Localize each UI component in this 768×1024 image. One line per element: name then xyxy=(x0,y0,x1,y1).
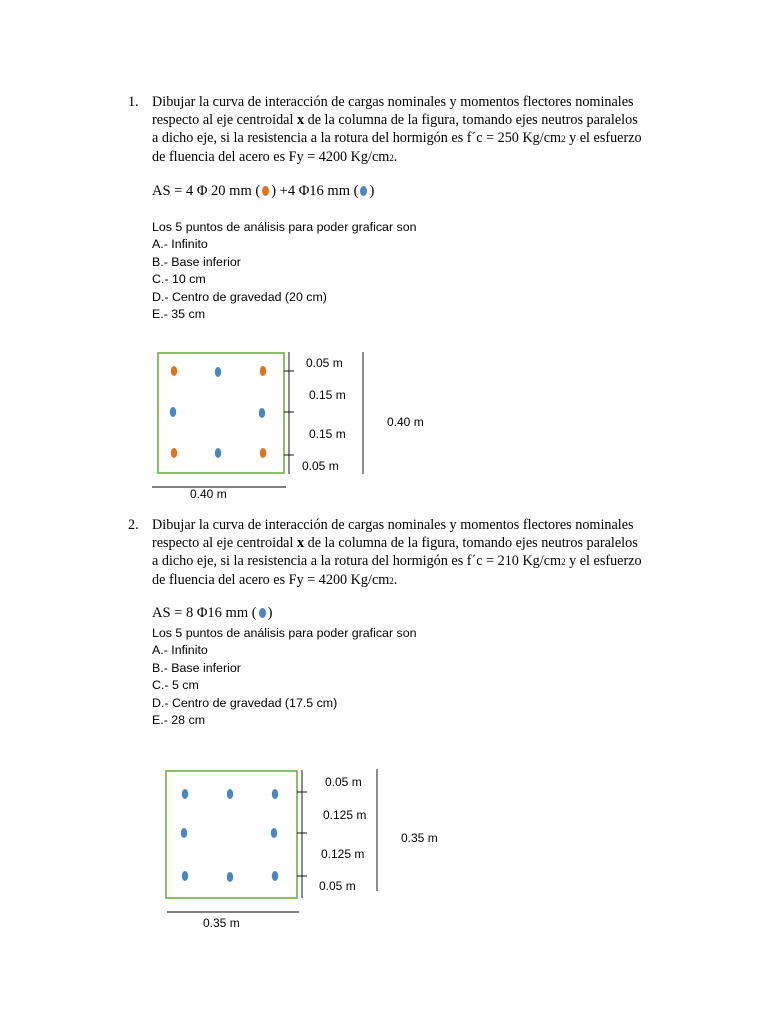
dimension-label: 0.05 m xyxy=(319,879,356,893)
dimension-label: 0.05 m xyxy=(302,459,339,473)
list-item: C.- 5 cm xyxy=(152,678,199,693)
dimension-label: 0.15 m xyxy=(309,427,346,441)
dimension-label: 0.05 m xyxy=(306,356,343,370)
problem-1-as-part-1: AS = 4 Φ 20 mm ( xyxy=(152,183,261,199)
total-width-label: 0.40 m xyxy=(190,487,227,501)
list-item: D.- Centro de gravedad (17.5 cm) xyxy=(152,695,338,710)
rebar-20mm xyxy=(171,366,177,376)
list-item: A.- Infinito xyxy=(152,237,208,252)
problem-1-line-4: de fluencia del acero es Fy = 4200 Kg/cm2. xyxy=(152,149,398,165)
dimension-label: 0.125 m xyxy=(321,847,365,861)
total-width-label: 0.35 m xyxy=(203,916,240,930)
rebar-20mm xyxy=(171,448,177,458)
problem-2-line-1: Dibujar la curva de interacción de cargas nominales y momentos flectores nominales xyxy=(152,517,634,533)
problem-1-list-intro: Los 5 puntos de análisis para poder graficar son xyxy=(152,220,417,234)
problem-2-analysis-list xyxy=(152,625,417,729)
list-item: E.- 35 cm xyxy=(152,307,206,322)
rebar-16mm xyxy=(182,871,188,881)
rebar-16mm xyxy=(181,828,187,838)
problem-2-list-intro: Los 5 puntos de análisis para poder graficar son xyxy=(152,626,417,640)
dimension-label: 0.125 m xyxy=(323,808,367,822)
rebar-16mm xyxy=(170,407,176,417)
rebar-16mm xyxy=(215,448,221,458)
problem-1-as-part-3: ) xyxy=(369,183,375,199)
rebar-16mm xyxy=(272,789,278,799)
rebar-16mm xyxy=(227,872,233,882)
problem-2-as-part-2: ) xyxy=(267,605,273,621)
rebar-20mm xyxy=(260,366,266,376)
total-height-label: 0.40 m xyxy=(387,415,424,429)
blue-bar-icon xyxy=(259,608,266,618)
dimension-label: 0.05 m xyxy=(325,775,362,789)
problem-2-line-2: respecto al eje centroidal x de la columna de la figura, tomando ejes neutros paralelos xyxy=(152,535,638,551)
rebar-16mm xyxy=(271,828,277,838)
rebar-16mm xyxy=(227,789,233,799)
rebar-16mm xyxy=(182,789,188,799)
problem-2-as-part-1: AS = 8 Φ16 mm ( xyxy=(152,605,257,621)
list-item: D.- Centro de gravedad (20 cm) xyxy=(152,289,327,304)
problem-2-statement xyxy=(152,516,672,590)
problem-1-line-2: respecto al eje centroidal x de la columna de la figura, tomando ejes neutros paralelos xyxy=(152,112,638,128)
problem-2-line-4: de fluencia del acero es Fy = 4200 Kg/cm2. xyxy=(152,572,398,588)
rebar-16mm xyxy=(272,871,278,881)
list-item: C.- 10 cm xyxy=(152,272,206,287)
list-item: B.- Base inferior xyxy=(152,660,241,675)
problem-2-steel-area xyxy=(152,605,272,622)
problem-2-number: 2. xyxy=(128,517,139,533)
problem-1-as-part-2: ) +4 Φ16 mm ( xyxy=(271,183,359,199)
rebar-20mm xyxy=(260,448,266,458)
rebar-16mm xyxy=(215,367,221,377)
problem-1-line-1: Dibujar la curva de interacción de cargas nominales y momentos flectores nominales xyxy=(152,94,634,110)
problem-2-line-3: a dicho eje, si la resistencia a la rotura del hormigón es f´c = 210 Kg/cm2 y el esfuerzo xyxy=(152,553,642,569)
problem-1-number: 1. xyxy=(128,94,139,110)
list-item: A.- Infinito xyxy=(152,643,208,658)
problem-1-line-3: a dicho eje, si la resistencia a la rotura del hormigón es f´c = 250 Kg/cm2 y el esfuerzo xyxy=(152,130,642,146)
list-item: E.- 28 cm xyxy=(152,713,206,728)
total-height-label: 0.35 m xyxy=(401,831,438,845)
dimension-label: 0.15 m xyxy=(309,388,346,402)
rebar-16mm xyxy=(259,408,265,418)
list-item: B.- Base inferior xyxy=(152,254,241,269)
